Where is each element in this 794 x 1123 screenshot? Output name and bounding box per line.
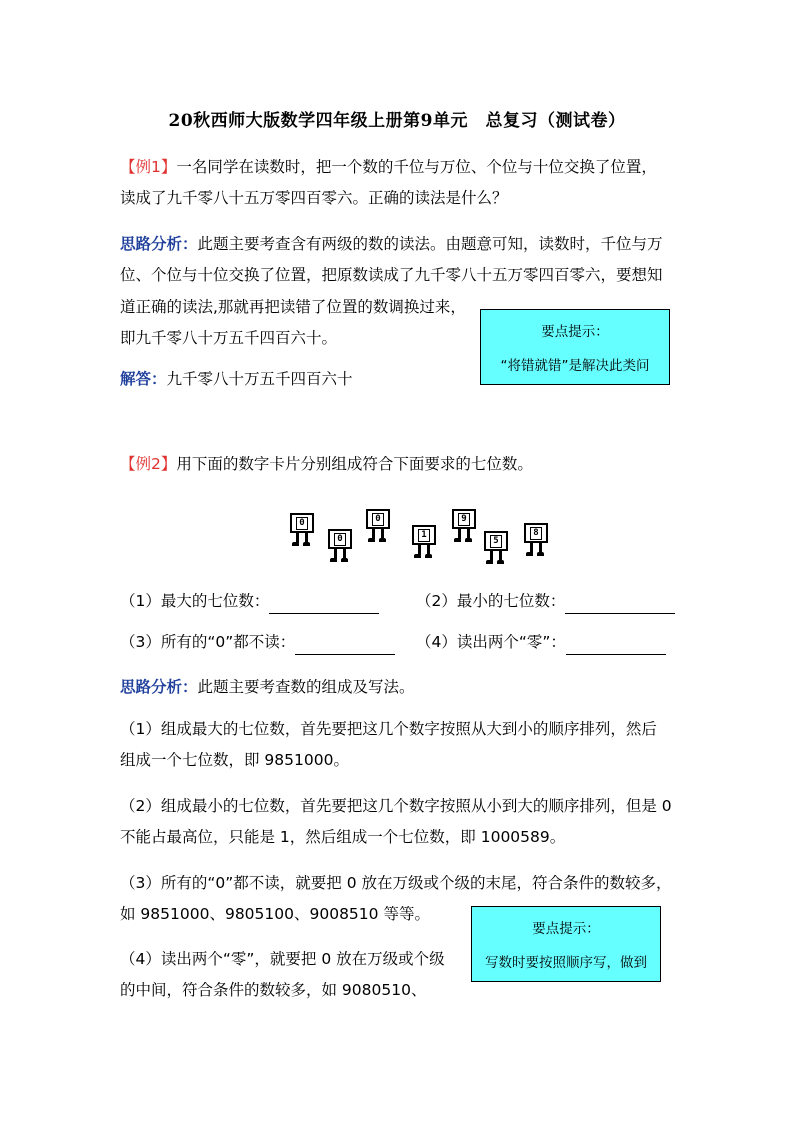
ex2-tag: 【例2】 (120, 455, 177, 473)
digit-card (524, 523, 548, 557)
ex2-part-3-blank[interactable] (295, 636, 395, 655)
digit-card-value: 0 (334, 533, 346, 546)
ex1-hint-body: “将错就错”是解决此类问 (500, 358, 650, 374)
ex1-tag: 【例1】 (120, 158, 177, 176)
page-title: 20秋西师大版数学四年级上册第9单元 总复习（测试卷） (168, 111, 626, 131)
ex2-part-3 (120, 629, 395, 655)
ex1-analysis-line-2: 位、个位与十位交换了位置，把原数读成了九千零八十五万零四百零六，要想知 (120, 266, 663, 284)
digit-card-value: 5 (490, 535, 502, 548)
ex2-part-4-blank[interactable] (566, 636, 666, 655)
ex2-solution-2b: 不能占最高位，只能是 1，然后组成一个七位数，即 1000589。 (120, 828, 566, 846)
ex2-part-1-label: （1）最大的七位数： (120, 592, 270, 610)
ex2-hint-title: 要点提示： (532, 921, 600, 937)
ex1-analysis-line-1 (120, 231, 663, 257)
digit-card (484, 531, 508, 565)
ex2-solution-3b: 如 9851000、9805100、9008510 等等。 (120, 905, 430, 923)
ex1-answer-text: 九千零八十万五千四百六十 (166, 370, 353, 388)
digit-card-value: 0 (296, 517, 308, 530)
ex1-analysis-text-1: 此题主要考查含有两级的数的读法。由题意可知，读数时，千位与万 (197, 235, 663, 253)
ex2-solution-1a: （1）组成最大的七位数，首先要把这几个数字按照从大到小的顺序排列，然后 (120, 720, 657, 738)
ex2-solution-4a: （4）读出两个“零”，就要把 0 放在万级或个级 (120, 950, 445, 968)
ex1-answer-label: 解答： (120, 370, 167, 388)
ex2-question-line (120, 451, 533, 477)
digit-card (366, 509, 390, 543)
digit-card-value: 9 (458, 513, 470, 526)
ex2-solution-3a: （3）所有的“0”都不读，就要把 0 放在万级或个级的末尾，符合条件的数较多， (120, 874, 672, 892)
digit-card-value: 8 (530, 527, 542, 540)
ex1-analysis-label: 思路分析： (120, 235, 198, 253)
ex2-hint-box (471, 906, 661, 982)
ex1-answer-line (120, 366, 353, 392)
ex2-part-2-blank[interactable] (565, 595, 675, 614)
ex1-question-line-1 (120, 154, 657, 180)
ex2-part-2-label: （2）最小的七位数： (416, 592, 566, 610)
ex1-analysis-line-4: 即九千零八十万五千四百六十。 (120, 329, 338, 347)
ex1-hint-box (480, 309, 670, 385)
ex2-part-3-label: （3）所有的“0”都不读： (120, 633, 296, 651)
ex2-analysis-line (120, 674, 415, 700)
ex2-part-1 (120, 588, 379, 614)
ex2-solution-2a: （2）组成最小的七位数，首先要把这几个数字按照从小到大的顺序排列，但是 0 (120, 797, 672, 815)
ex1-analysis-line-3: 道正确的读法,那就再把读错了位置的数调换过来， (120, 298, 466, 316)
ex2-question-text: 用下面的数字卡片分别组成符合下面要求的七位数。 (176, 455, 533, 473)
ex2-hint-body: 写数时要按照顺序写，做到 (485, 955, 647, 971)
digit-card (328, 529, 352, 563)
digit-card-value: 1 (418, 529, 430, 542)
ex2-part-4 (416, 629, 666, 655)
digit-cards (288, 505, 558, 575)
ex2-analysis-label: 思路分析： (120, 678, 198, 696)
ex1-hint-title: 要点提示： (541, 324, 609, 340)
ex2-part-4-label: （4）读出两个“零”： (416, 633, 566, 651)
digit-card (290, 513, 314, 547)
ex2-part-2 (416, 588, 675, 614)
ex2-solution-1b: 组成一个七位数，即 9851000。 (120, 751, 349, 769)
ex1-question-text-1: 一名同学在读数时，把一个数的千位与万位、个位与十位交换了位置， (176, 158, 657, 176)
ex1-question-line-2: 读成了九千零八十五万零四百零六。正确的读法是什么？ (120, 189, 508, 207)
ex2-analysis-text: 此题主要考查数的组成及写法。 (197, 678, 415, 696)
ex2-solution-4b: 的中间，符合条件的数较多，如 9080510、 (120, 981, 427, 999)
ex2-part-1-blank[interactable] (269, 595, 379, 614)
digit-card (412, 525, 436, 559)
digit-card (452, 509, 476, 543)
digit-card-value: 0 (372, 513, 384, 526)
